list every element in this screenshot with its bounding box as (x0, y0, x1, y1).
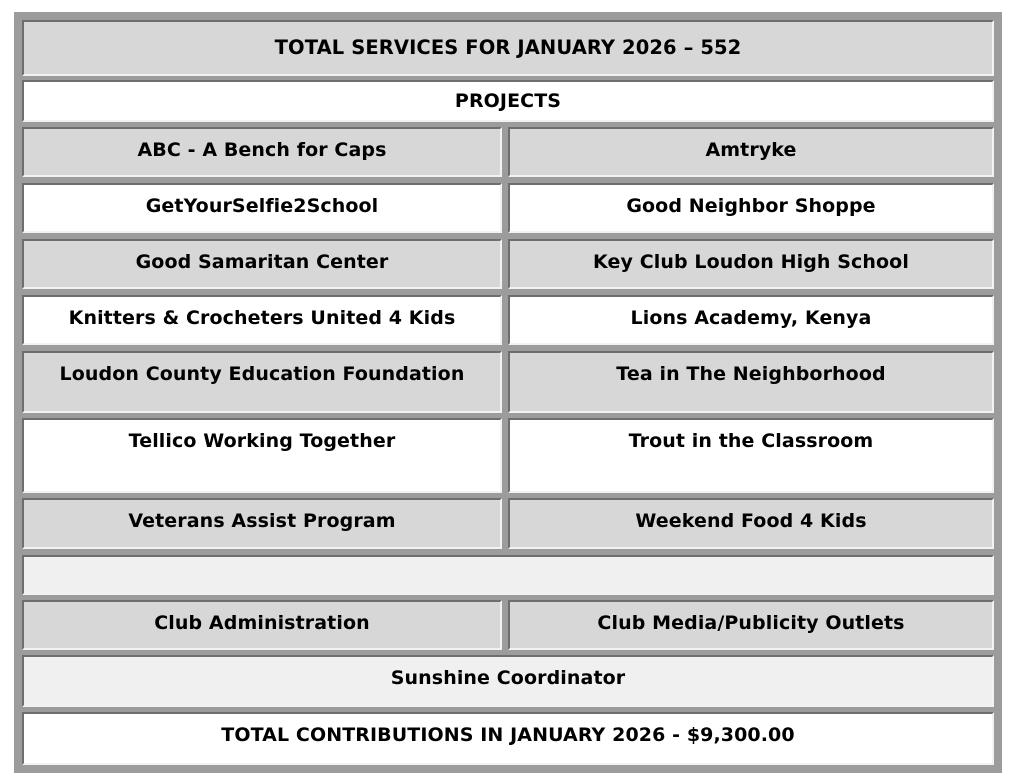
sunshine-coordinator: Sunshine Coordinator (22, 655, 994, 707)
project-amtryke: Amtryke (508, 127, 994, 177)
project-loudon-county-education: Loudon County Education Foundation (22, 351, 502, 413)
project-good-neighbor-shoppe: Good Neighbor Shoppe (508, 183, 994, 233)
total-contributions-footer: TOTAL CONTRIBUTIONS IN JANUARY 2026 - $9,300.00 (22, 712, 994, 765)
spacer-row (22, 555, 994, 595)
project-trout-in-classroom: Trout in the Classroom (508, 418, 994, 493)
project-weekend-food-4-kids: Weekend Food 4 Kids (508, 498, 994, 549)
project-key-club: Key Club Loudon High School (508, 239, 994, 289)
project-veterans-assist: Veterans Assist Program (22, 498, 502, 549)
club-administration: Club Administration (22, 600, 502, 650)
project-abc-bench: ABC - A Bench for Caps (22, 127, 502, 177)
project-getyourselfie2school: GetYourSelfie2School (22, 183, 502, 233)
project-tellico-working-together: Tellico Working Together (22, 418, 502, 493)
project-knitters-crocheters: Knitters & Crocheters United 4 Kids (22, 295, 502, 345)
project-good-samaritan-center: Good Samaritan Center (22, 239, 502, 289)
project-tea-in-neighborhood: Tea in The Neighborhood (508, 351, 994, 413)
projects-heading: PROJECTS (22, 80, 994, 122)
project-lions-academy: Lions Academy, Kenya (508, 295, 994, 345)
services-table (14, 12, 1002, 773)
total-services-header: TOTAL SERVICES FOR JANUARY 2026 – 552 (22, 20, 994, 76)
club-media-publicity: Club Media/Publicity Outlets (508, 600, 994, 650)
